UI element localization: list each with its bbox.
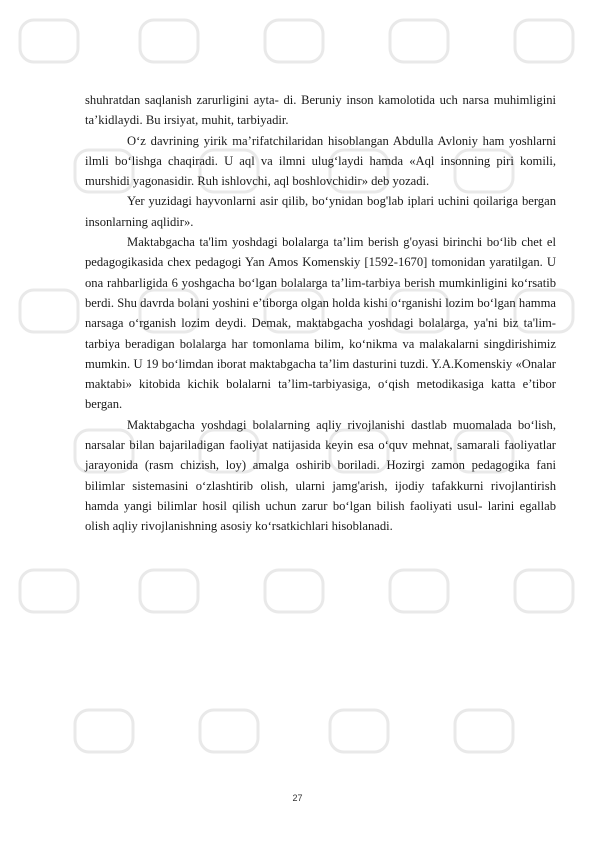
paragraph-5: Maktabgacha yoshdagi bolalarning aqliy rivojlanishi dastlab muomalada bo‘lish, narsalar bilan bajariladigan faoliyat natijasida keyin esa o‘quv mehnat, samarali faoliyatlar jarayonida (rasm chizish, loy) amalga oshirib boriladi. Hozirgi zamon pedagogika fani bilimlar sistemasini o‘zlashtirib olish, ularni jamg'arish, ijodiy tafakkurni rivojlantirish hamda yangi bilimlar hosil qilish uchun zarur bo‘lgan bilish faoliyati usul- larini egallab olish aqliy rivojlanishning asosiy ko‘rsatkichlari hisoblanadi. <box>85 417 556 534</box>
paragraph-4: Maktabgacha ta'lim yoshdagi bolalarga ta’lim berish g'oyasi birinchi bo‘lib chet el pedagogikasida chex pedagogi Yan Amos Komenskiy [1592-1670] tomonidan yaratilgan. U ona rahbarligida 6 yoshgacha bo‘lgan bolalarga ta’lim-tarbiya berish mumkinligini ko‘rsatib berdi. Shu davrda bolani yoshini e’tiborga olgan holda kishi o‘rganishi lozim bo‘lgan hamma narsaga o‘rganish lozim deydi. Demak, maktabgacha yoshdagi bolalarga, ya'ni biz ta'lim-tarbiya beradigan bolalarga har tomonlama bilim, ko‘nikma va malakalarni singdirishimiz mumkin. U 19 bo‘limdan iborat maktabgacha ta’lim dasturini tuzdi. Y.A.Komenskiy «Onalar maktabi» kitobida kichik bolalarni ta’lim-tarbiyasiga, o‘qish metodikasiga katta e’tibor bergan. <box>85 235 556 412</box>
page-number: 27 <box>292 793 303 803</box>
paragraph-3: Yer yuzidagi hayvonlarni asir qilib, bo‘ynidan bog'lab iplari uchini qoilariga bergan insonlarning aqlidir». <box>85 194 556 229</box>
paragraph-2: O‘z davrining yirik ma’rifatchilaridan hisoblangan Abdulla Avloniy ham yoshlarni ilmli bo‘lishga chaqiradi. U aql va ilmni ulug‘laydi hamda «Aql insonning piri komili, murshidi yagonasidir. Ruh ishlovchi, aql boshlovchidir» deb yozadi. <box>85 133 556 189</box>
paragraph-1: shuhratdan saqlanish zarurligini ayta- di. Beruniy inson kamolotida uch narsa muhimligini ta’kidlaydi. Bu irsiyat, muhit, tarbiyadir. <box>85 93 556 128</box>
document-body <box>85 90 556 537</box>
